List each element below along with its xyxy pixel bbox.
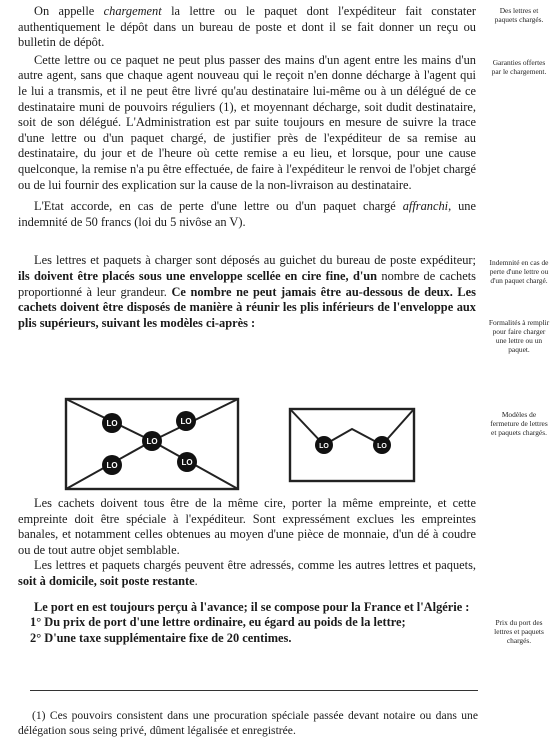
seal [176,411,196,431]
svg-text:LO: LO [106,461,118,470]
seal [315,436,333,454]
envelope-left [66,399,238,489]
seal [177,452,197,472]
list-item-postage-2: 2° D'une taxe supplémentaire fixe de 20 centimes. [30,630,292,645]
sidenote-postage-price: Prix du port des lettres et paquets chargés. [494,618,544,645]
svg-text:LO: LO [181,458,193,467]
sidenote-closure-models: Modèles de fermeture de lettres et paquets chargés. [490,410,548,437]
seal [373,436,391,454]
svg-text:LO: LO [319,443,329,450]
paragraph-address: Les lettres et paquets chargés peuvent être adressés, comme les autres lettres et paquets, soit à domicile, soit poste restante. [18,558,476,588]
sidenote-guarantees: Garanties offertes par le chargement. [491,58,547,76]
svg-text:LO: LO [146,437,158,446]
seal [102,455,122,475]
sidenote-formalities: Formalités à remplir pour faire charger une lettre ou un paquet. [488,318,550,354]
list-item-postage-1: 1° Du prix de port d'une lettre ordinaire, eu égard au poids de la lettre; [30,615,406,630]
footnote-text: (1) Ces pouvoirs consistent dans une procuration spéciale passée devant notaire ou dans une délégation sous seing privé, dûment légalisée et enregistrée. [18,709,478,737]
seal [102,413,122,433]
footnote [18,708,478,738]
paragraph-indemnity: L'Etat accorde, en cas de perte d'une lettre ou d'un paquet chargé affranchi, une indemnité de 50 francs (loi du 5 nivôse an V). [18,199,476,229]
main-text-lower [18,496,476,646]
paragraph-postage: Le port en est toujours perçu à l'avance; il se compose pour la France et l'Algérie : [34,599,470,614]
paragraph-formalities: Les lettres et paquets à charger sont déposés au guichet du bureau de poste expéditeur; ils doivent être placés sous une enveloppe scellée en cire fine, d'un nombre de cachets proportionné à leur grandeur. Ce nombre ne peut jamais être au-dessous de deux. Les cachets doivent être disposés de manière à réunir les plis inférieurs de l'enveloppe aux plis supérieurs, suivant les modèles ci-après : [18,253,477,330]
sidenote-registered-letters: Des lettres et paquets chargés. [494,6,544,24]
sidenote-indemnity: Indemnité en cas de perte d'une lettre ou d'un paquet chargé. [489,258,549,285]
svg-text:LO: LO [180,417,192,426]
paragraph-definition: On appelle chargement la lettre ou le paquet dont l'expéditeur fait constater authentiquement le dépôt dans un bureau de poste et dont il se fait donner un reçu ou bulletin de dépôt. [18,4,476,50]
envelope-models-figure [60,395,420,495]
svg-text:LO: LO [106,419,118,428]
paragraph-guarantees: Cette lettre ou ce paquet ne peut plus passer des mains d'un agent entre les mains d'un autre agent, sans que chaque agent nouveau qui le reçoit n'en donne décharge à l'agent qui le lui a transmis, et il ne peut être livré qu'au destinataire lui-même ou à un délégué de ce destinataire muni de pouvoirs réguliers (1), et moyennant décharge, soit dudit destinataire, soit de son délégué. L'Administration est par suite toujours en mesure de suivre la trace d'une lettre ou d'un paquet chargé, de justifier près de l'expéditeur de sa remise au destinataire, du jour et de l'heure où cette remise a eu lieu, et lorsque, pour une cause quelconque, la remise n'a pu être effectuée, de faire à l'expéditeur le renvoi de l'objet chargé ou de lui fournir des explication sur la cause de la non-livraison au destinataire. [18,52,476,192]
paragraph-seals: Les cachets doivent tous être de la même cire, porter la même empreinte, et cette empreinte doit être spéciale à l'expéditeur. Sont expressément exclues les empreintes banales, et notamment celles obtenues au moyen d'une pièce de monnaie, d'un dé à coudre ou de tout autre objet semblable. [18,496,476,557]
footnote-rule [30,690,478,691]
seal [142,431,162,451]
main-text [18,4,476,331]
envelope-right [290,409,414,481]
svg-text:LO: LO [377,443,387,450]
